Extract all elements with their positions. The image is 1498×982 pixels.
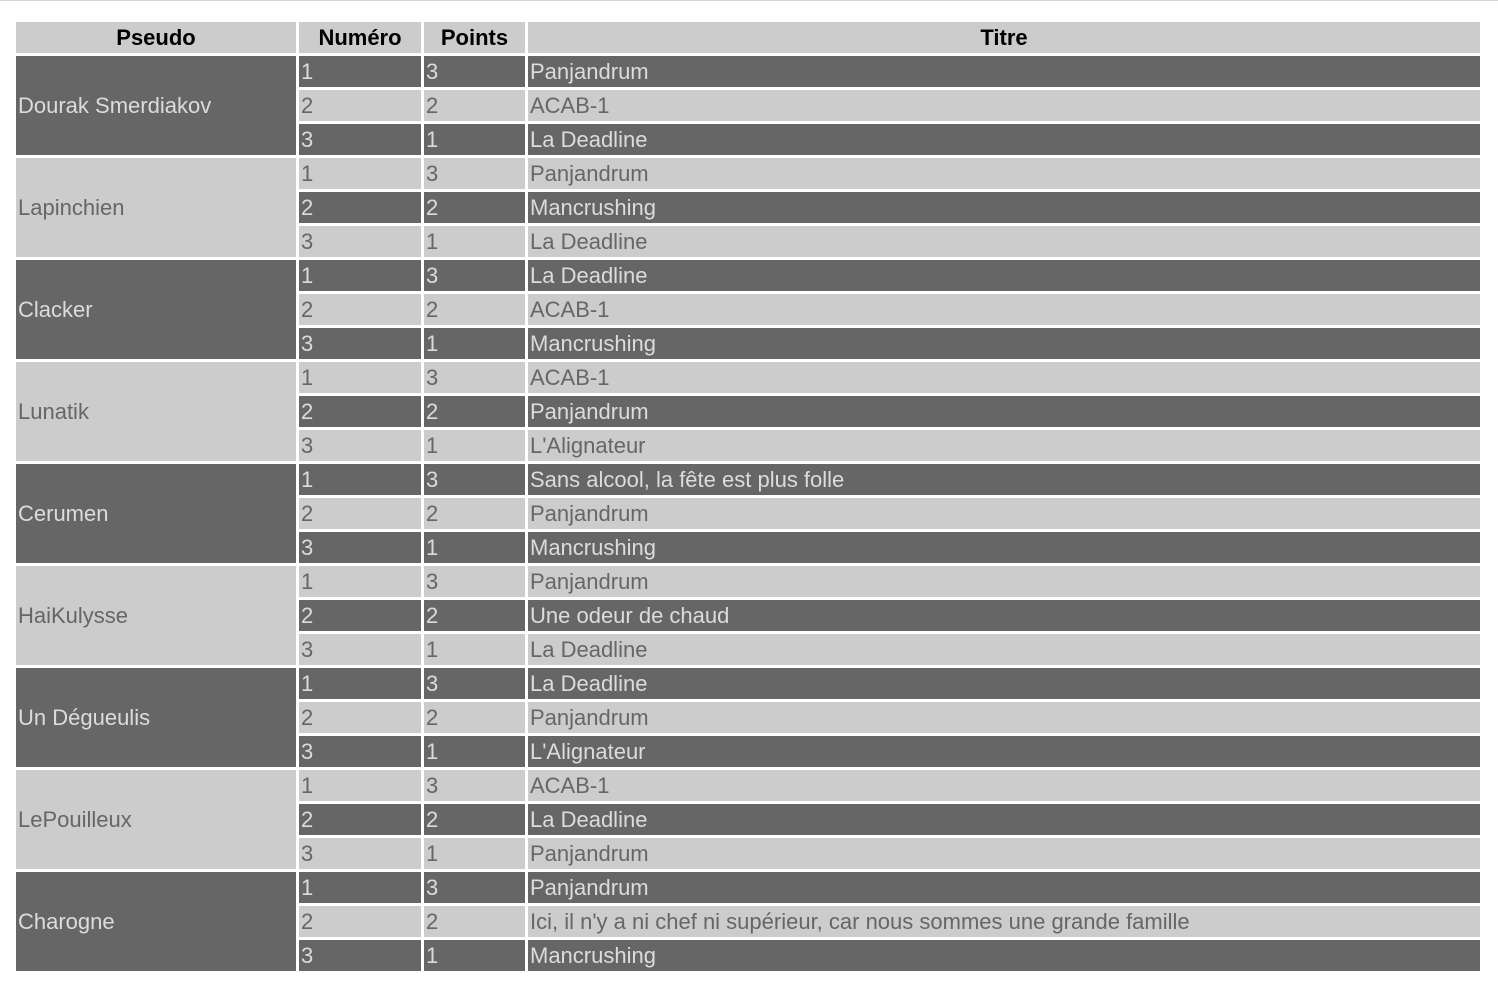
points-cell: 2: [424, 498, 525, 529]
points-cell: 2: [424, 396, 525, 427]
table-row: [16, 770, 1480, 801]
numero-cell: 2: [299, 498, 421, 529]
points-cell: 2: [424, 702, 525, 733]
points-cell: 1: [424, 532, 525, 563]
titre-cell: La Deadline: [528, 124, 1480, 155]
titre-cell: Une odeur de chaud: [528, 600, 1480, 631]
titre-cell: Panjandrum: [528, 498, 1480, 529]
points-cell: 3: [424, 56, 525, 87]
column-header-points: Points: [424, 22, 525, 53]
numero-cell: 2: [299, 192, 421, 223]
points-cell: 1: [424, 736, 525, 767]
pseudo-cell: LePouilleux: [16, 770, 296, 869]
titre-cell: L'Alignateur: [528, 430, 1480, 461]
titre-cell: La Deadline: [528, 668, 1480, 699]
table-row: [16, 362, 1480, 393]
titre-cell: Panjandrum: [528, 56, 1480, 87]
numero-cell: 3: [299, 430, 421, 461]
points-cell: 3: [424, 566, 525, 597]
titre-cell: ACAB-1: [528, 294, 1480, 325]
points-cell: 2: [424, 192, 525, 223]
titre-cell: Panjandrum: [528, 872, 1480, 903]
titre-cell: L'Alignateur: [528, 736, 1480, 767]
points-cell: 1: [424, 226, 525, 257]
numero-cell: 1: [299, 362, 421, 393]
table-header: [16, 22, 1480, 53]
numero-cell: 2: [299, 396, 421, 427]
table-row: [16, 260, 1480, 291]
points-cell: 1: [424, 940, 525, 971]
top-divider: [0, 0, 1498, 1]
numero-cell: 1: [299, 566, 421, 597]
pseudo-cell: Lapinchien: [16, 158, 296, 257]
numero-cell: 1: [299, 464, 421, 495]
numero-cell: 3: [299, 736, 421, 767]
table-row: [16, 464, 1480, 495]
numero-cell: 2: [299, 294, 421, 325]
points-cell: 3: [424, 872, 525, 903]
titre-cell: La Deadline: [528, 226, 1480, 257]
titre-cell: Panjandrum: [528, 396, 1480, 427]
numero-cell: 3: [299, 124, 421, 155]
points-cell: 1: [424, 838, 525, 869]
titre-cell: Panjandrum: [528, 702, 1480, 733]
numero-cell: 1: [299, 56, 421, 87]
points-cell: 3: [424, 260, 525, 291]
points-cell: 2: [424, 804, 525, 835]
points-cell: 1: [424, 634, 525, 665]
pseudo-cell: Dourak Smerdiakov: [16, 56, 296, 155]
titre-cell: La Deadline: [528, 634, 1480, 665]
numero-cell: 3: [299, 838, 421, 869]
numero-cell: 3: [299, 940, 421, 971]
header-row: [16, 22, 1480, 53]
pseudo-cell: Un Dégueulis: [16, 668, 296, 767]
titre-cell: Panjandrum: [528, 158, 1480, 189]
numero-cell: 2: [299, 906, 421, 937]
column-header-numero: Numéro: [299, 22, 421, 53]
points-cell: 3: [424, 158, 525, 189]
numero-cell: 3: [299, 532, 421, 563]
pseudo-cell: HaiKulysse: [16, 566, 296, 665]
column-header-pseudo: Pseudo: [16, 22, 296, 53]
numero-cell: 1: [299, 770, 421, 801]
numero-cell: 1: [299, 158, 421, 189]
titre-cell: La Deadline: [528, 260, 1480, 291]
numero-cell: 3: [299, 634, 421, 665]
table-row: [16, 56, 1480, 87]
titre-cell: Mancrushing: [528, 532, 1480, 563]
titre-cell: Panjandrum: [528, 838, 1480, 869]
pseudo-cell: Lunatik: [16, 362, 296, 461]
numero-cell: 2: [299, 600, 421, 631]
titre-cell: Mancrushing: [528, 940, 1480, 971]
titre-cell: ACAB-1: [528, 770, 1480, 801]
numero-cell: 2: [299, 804, 421, 835]
titre-cell: Sans alcool, la fête est plus folle: [528, 464, 1480, 495]
table-row: [16, 158, 1480, 189]
numero-cell: 1: [299, 668, 421, 699]
titre-cell: Panjandrum: [528, 566, 1480, 597]
titre-cell: La Deadline: [528, 804, 1480, 835]
numero-cell: 3: [299, 226, 421, 257]
pseudo-cell: Charogne: [16, 872, 296, 971]
points-cell: 3: [424, 362, 525, 393]
numero-cell: 1: [299, 260, 421, 291]
votes-table: [13, 19, 1483, 974]
titre-cell: Ici, il n'y a ni chef ni supérieur, car nous sommes une grande famille: [528, 906, 1480, 937]
table-body: [16, 56, 1480, 971]
points-cell: 1: [424, 430, 525, 461]
points-cell: 1: [424, 328, 525, 359]
table-row: [16, 668, 1480, 699]
numero-cell: 3: [299, 328, 421, 359]
titre-cell: Mancrushing: [528, 192, 1480, 223]
points-cell: 2: [424, 90, 525, 121]
pseudo-cell: Clacker: [16, 260, 296, 359]
points-cell: 1: [424, 124, 525, 155]
table-row: [16, 566, 1480, 597]
numero-cell: 2: [299, 90, 421, 121]
titre-cell: ACAB-1: [528, 362, 1480, 393]
pseudo-cell: Cerumen: [16, 464, 296, 563]
points-cell: 3: [424, 668, 525, 699]
table-row: [16, 872, 1480, 903]
titre-cell: ACAB-1: [528, 90, 1480, 121]
numero-cell: 1: [299, 872, 421, 903]
points-cell: 2: [424, 906, 525, 937]
numero-cell: 2: [299, 702, 421, 733]
points-cell: 3: [424, 770, 525, 801]
points-cell: 2: [424, 600, 525, 631]
column-header-titre: Titre: [528, 22, 1480, 53]
titre-cell: Mancrushing: [528, 328, 1480, 359]
points-cell: 2: [424, 294, 525, 325]
points-cell: 3: [424, 464, 525, 495]
